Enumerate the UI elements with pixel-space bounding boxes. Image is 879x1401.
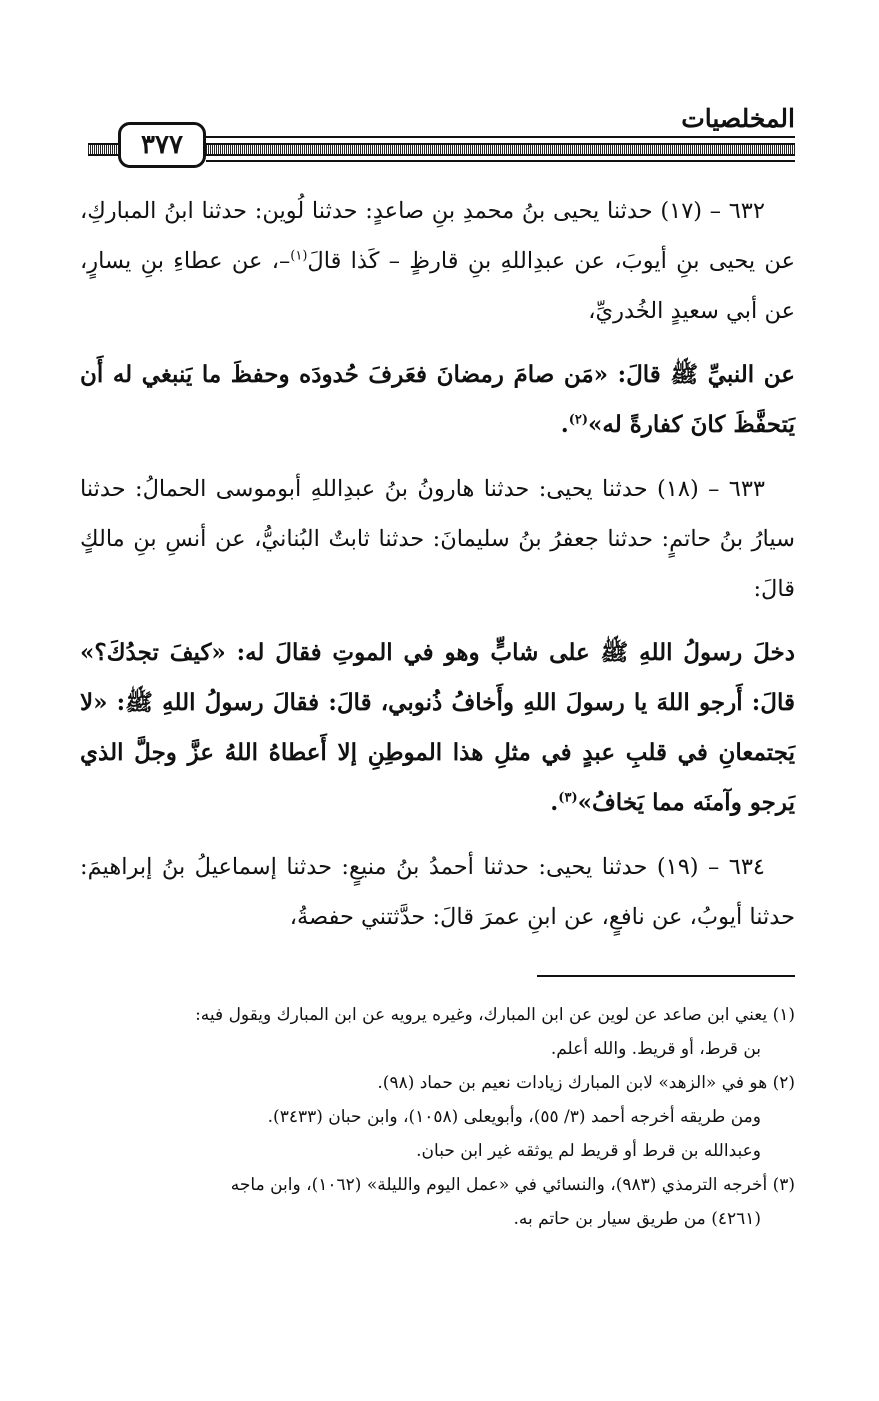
header-rule-bottom: [206, 160, 795, 162]
footnote-ref-2[interactable]: (٢): [568, 412, 588, 428]
footnote-3: (٣) أخرجه الترمذي (٩٨٣)، والنسائي في «عمل اليوم والليلة» (١٠٦٢)، وابن ماجه: [230, 1175, 795, 1195]
footnote-ref-3[interactable]: (٣): [558, 790, 578, 806]
header-rule-top: [206, 136, 795, 138]
footnote-1: (١) يعني ابن صاعد عن لوين عن ابن المبارك، وغيره يرويه عن ابن المبارك ويقول فيه:: [195, 1005, 795, 1025]
running-header-title: المخلصيات: [681, 104, 795, 133]
footnote-ref-1[interactable]: (١): [290, 248, 308, 264]
hadith-634-isnad: ٦٣٤ – (١٩) حدثنا يحيى: حدثنا أحمدُ بنُ منيعٍ: حدثنا إسماعيلُ بنُ إبراهيمَ: حدثنا أيوبُ، عن نافعٍ، عن ابنِ عمرَ قالَ: حدَّثتني حفصةُ،: [80, 854, 795, 930]
footnote-3-cont: (٤٢٦١) من طريق سيار بن حاتم به.: [513, 1209, 761, 1229]
hadith-633-matn: دخلَ رسولُ اللهِ ﷺ على شابٍّ وهو في الموتِ فقالَ له: «كيفَ تجدُكَ؟» قالَ: أَرجو اللهَ يا رسولَ اللهِ وأَخافُ ذُنوبي، قالَ: فقالَ رسولُ اللهِ ﷺ: «لا يَجتمعانِ في قلبِ عبدٍ في مثلِ هذا الموطِنِ إلا أَعطاهُ اللهُ عزَّ وجلَّ الذي يَرجو وآمنَه مما يَخافُ»$^{(٣)}$.: [80, 639, 795, 816]
main-text: [80, 186, 795, 956]
hadith-632-matn: عن النبيِّ ﷺ قالَ: «مَن صامَ رمضانَ فعَرفَ حُدودَه وحفظَ ما يَنبغي له أَن يَتحفَّظَ كانَ كفارةً له»$^{(٢)}$.: [80, 361, 795, 438]
footnote-1-cont: بن قرط، أو قريط. والله أعلم.: [550, 1039, 761, 1059]
page-number: [118, 122, 206, 168]
footnotes: [80, 998, 795, 1236]
page-number-text: ٣٧٧: [141, 130, 183, 160]
hadith-633-isnad: ٦٣٣ – (١٨) حدثنا يحيى: حدثنا هارونُ بنُ عبدِاللهِ أبوموسى الحمالُ: حدثنا سيارُ بنُ حاتمٍ: حدثنا جعفرُ بنُ سليمانَ: حدثنا ثابتٌ البُنانيُّ، عن أنسِ بنِ مالكٍ قالَ:: [80, 476, 795, 602]
footnote-2: (٢) هو في «الزهد» لابن المبارك زيادات نعيم بن حماد (٩٨).: [377, 1073, 795, 1093]
footnote-2-cont-b: وعبدالله بن قرط أو قريط لم يوثقه غير ابن حبان.: [416, 1141, 761, 1161]
footnote-2-cont-a: ومن طريقه أخرجه أحمد (٣/ ٥٥)، وأبويعلى (١٠٥٨)، وابن حبان (٣٤٣٣).: [267, 1107, 761, 1127]
hadith-632-isnad: ٦٣٢ – (١٧) حدثنا يحيى بنُ محمدِ بنِ صاعدٍ: حدثنا لُوين: حدثنا ابنُ المباركِ، عن يحيى بنِ أيوبَ، عن عبدِاللهِ بنِ قارظٍ – كَذا قالَ$^{(١)}$–، عن عطاءِ بنِ يسارٍ، عن أبي سعيدٍ الخُدريِّ،: [80, 198, 795, 324]
footnote-separator: [537, 975, 795, 977]
